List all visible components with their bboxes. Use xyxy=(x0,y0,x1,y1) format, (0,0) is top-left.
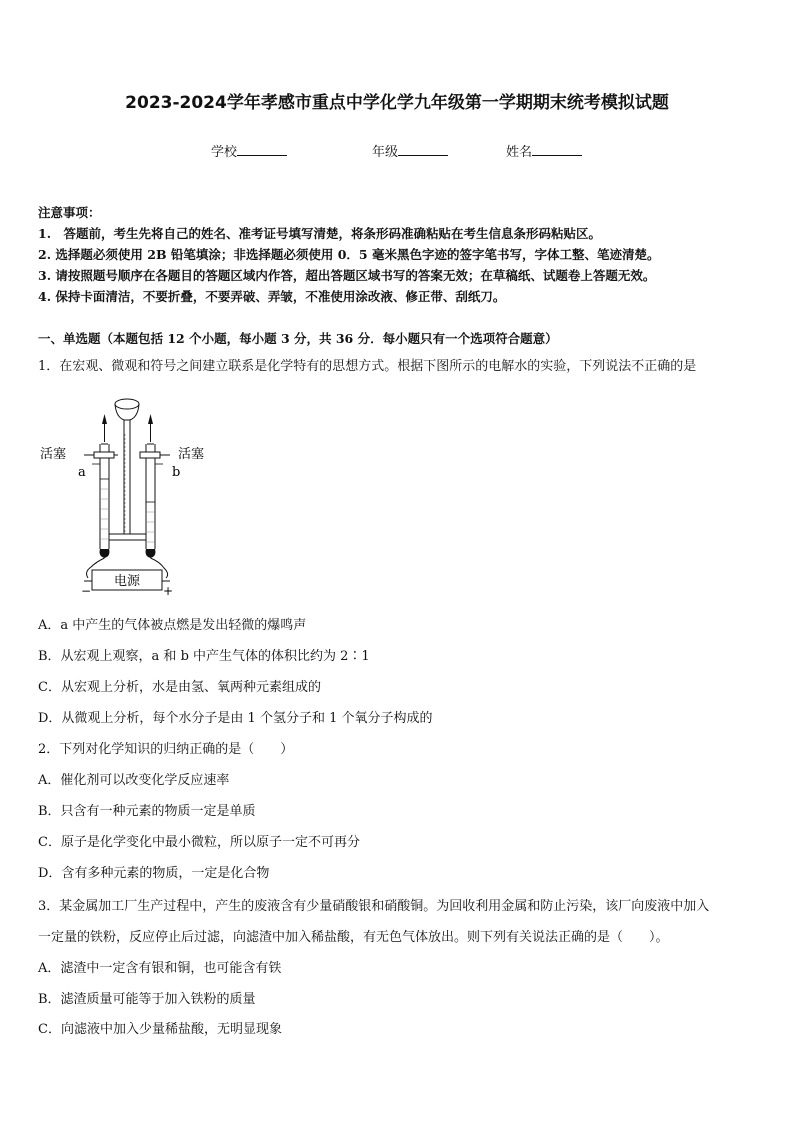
grade-blank[interactable] xyxy=(398,143,448,156)
note-item-1: 1. 答题前，考生先将自己的姓名、准考证号填写清楚，将条形码准确粘贴在考生信息条形码粘贴区。 xyxy=(38,226,602,241)
name-label: 姓名 xyxy=(506,145,533,160)
grade-label: 年级 xyxy=(372,145,399,160)
q3-option-a[interactable]: A．滤渣中一定含有银和铜，也可能含有铁 xyxy=(38,961,282,976)
question-1-stem: 1．在宏观、微观和符号之间建立联系是化学特有的思想方式。根据下图所示的电解水的实验，下列说法不正确的是 xyxy=(38,359,697,374)
electrolysis-diagram xyxy=(36,384,226,596)
q1-option-a[interactable]: A．a 中产生的气体被点燃是发出轻微的爆鸣声 xyxy=(38,618,307,633)
q1-option-c[interactable]: C．从宏观上分析，水是由氢、氧两种元素组成的 xyxy=(38,680,321,695)
q2-option-b[interactable]: B．只含有一种元素的物质一定是单质 xyxy=(38,804,256,819)
electrode-left xyxy=(100,549,110,558)
valve-left xyxy=(94,452,114,458)
tube-label-b: b xyxy=(172,465,181,480)
q3-option-b[interactable]: B．滤渣质量可能等于加入铁粉的质量 xyxy=(38,992,256,1007)
q3-option-c[interactable]: C．向滤液中加入少量稀盐酸，无明显现象 xyxy=(38,1022,282,1037)
electrode-right xyxy=(146,549,156,558)
funnel-rim xyxy=(115,399,139,409)
funnel-bowl xyxy=(115,404,139,420)
name-blank[interactable] xyxy=(532,143,582,156)
page-title: 2023-2024学年孝感市重点中学化学九年级第一学期期末统考模拟试题 xyxy=(125,93,669,113)
plus-label: + xyxy=(162,584,174,596)
section-title: 一、单选题（本题包括 12 个小题，每小题 3 分，共 36 分．每小题只有一个选项符合题意） xyxy=(38,331,558,346)
valve-right xyxy=(140,452,160,458)
question-3-stem-line2: 一定量的铁粉，反应停止后过滤，向滤渣中加入稀盐酸，有无色气体放出。则下列有关说法正确的是（ ）。 xyxy=(38,930,669,945)
valve-label-right: 活塞 xyxy=(178,447,205,462)
valve-label-left: 活塞 xyxy=(40,447,67,462)
minus-label: − xyxy=(80,584,92,596)
q2-option-a[interactable]: A．催化剂可以改变化学反应速率 xyxy=(38,773,230,788)
question-3-stem-line1: 3．某金属加工厂生产过程中，产生的废液含有少量硝酸银和硝酸铜。为回收利用金属和防止污染，该厂向废液中加入 xyxy=(38,899,710,914)
question-2-stem: 2．下列对化学知识的归纳正确的是（ ） xyxy=(38,742,294,757)
q1-option-b[interactable]: B．从宏观上观察，a 和 b 中产生气体的体积比约为 2∶1 xyxy=(38,649,370,664)
q2-option-c[interactable]: C．原子是化学变化中最小微粒，所以原子一定不可再分 xyxy=(38,835,360,850)
grade-field[interactable] xyxy=(372,141,448,160)
note-item-3: 3. 请按照题号顺序在各题目的答题区域内作答，超出答题区域书写的答案无效；在草稿纸、试题卷上答题无效。 xyxy=(38,268,656,283)
school-field[interactable] xyxy=(211,141,287,160)
school-blank[interactable] xyxy=(237,143,287,156)
note-item-4: 4. 保持卡面清洁，不要折叠，不要弄破、弄皱，不准使用涂改液、修正带、刮纸刀。 xyxy=(38,289,506,304)
tube-label-a: a xyxy=(78,465,86,480)
school-label: 学校 xyxy=(211,145,238,160)
q2-option-d[interactable]: D．含有多种元素的物质，一定是化合物 xyxy=(38,866,270,881)
q1-option-d[interactable]: D．从微观上分析，每个水分子是由 1 个氢分子和 1 个氧分子构成的 xyxy=(38,711,433,726)
power-label: 电源 xyxy=(113,574,141,589)
name-field[interactable] xyxy=(506,141,582,160)
note-item-2: 2. 选择题必须使用 2B 铅笔填涂；非选择题必须使用 0．5 毫米黑色字迹的签字笔书写，字体工整、笔迹清楚。 xyxy=(38,247,660,262)
notes-heading: 注意事项： xyxy=(38,205,101,220)
